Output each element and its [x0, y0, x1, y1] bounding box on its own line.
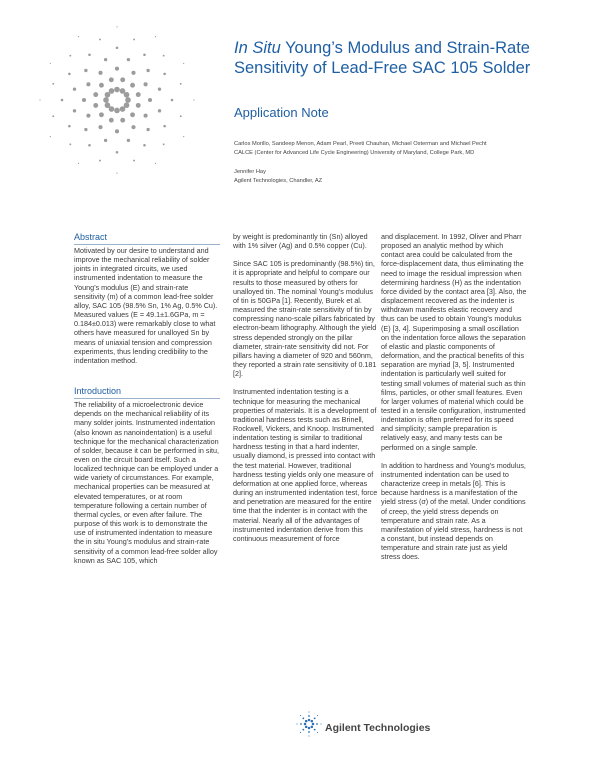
- paragraph: Instrumented indentation testing is a technique for measuring the mechanical properties of materials. It is a development of traditional hardness tests such as Brinell, Rockwell, Vickers, and Knoop. Instrumented indentation testing is similar to traditional hardness testing in that a hard indenter, usually diamond, is pressed into contact with the test material. However, traditional hardness testing yields only one measure of deformation at one applied force, whereas during an instrumented indentation test, force and penetration are measured for the entire time that the indenter is in contact with the material. Nearly all of the advantages of instrumented indentation derive from this continuous measurement of force: [233, 387, 378, 543]
- divider: [74, 398, 220, 399]
- authors: Carlos Morillo, Sandeep Menon, Adam Pearl, Preeti Chauhan, Michael Osterman and Michael Pecht: [234, 141, 487, 147]
- title-rest: Young’s Modulus and Strain-Rate Sensitivity of Lead-Free SAC 105 Solder: [234, 39, 531, 77]
- column-1: [74, 232, 220, 574]
- author2: Jennifer Hay: [234, 169, 266, 175]
- intro-heading: Introduction: [74, 386, 122, 397]
- doc-type: Application Note: [234, 105, 329, 120]
- agilent-logo-icon: [295, 710, 323, 738]
- divider: [74, 244, 220, 245]
- authors-block-2: [234, 168, 584, 185]
- abstract-heading: Abstract: [74, 232, 108, 242]
- brand-name: Agilent Technologies: [325, 722, 431, 734]
- affiliation: CALCE (Center for Advanced Life Cycle Engineering) University of Maryland, College Park, MD: [234, 149, 475, 156]
- page-title: [234, 38, 584, 78]
- title-italic: In Situ: [234, 39, 281, 57]
- paragraph: by weight is predominantly tin (Sn) alloyed with 1% silver (Ag) and 0.5% copper (Cu).: [233, 232, 368, 251]
- paragraph: and displacement. In 1992, Oliver and Pharr proposed an analytic method by which contact area could be calculated from the force-displacement data, thus eliminating the need to image the residual impression when determining hardness (H) as the indentation force divided by the contact area [3]. Also, the displacement recovered as the indenter is withdrawn manifests elastic recovery and thus can be used to obtain Young’s modulus (E) [3, 4]. Superimposing a small oscillation on the indentation force allows the separation of elastic and plastic components of deformation, and the practical benefits of this separation are myriad [3, 5]. Instrumented indentation is particularly well suited for testing small volumes of material such as thin films, particles, or other small features. Even for larger volumes of material which could be tested in a tensile configuration, instrumented indentation is often preferred for its speed and simplicity; sample preparation is relatively easy, and many tests can be performed on a single sample.: [381, 232, 527, 452]
- paragraph: In addition to hardness and Young’s modulus, instrumented indentation can be used to characterize creep in metals [6]. This is because hardness is a manifestation of the yield stress (σ) of the metal. Under conditions of creep, the yield stress depends on temperature and strain rate. As a manifestation of yield stress, hardness is not a constant, but instead depends on temperature and strain rate just as yield stress does.: [381, 460, 526, 562]
- column-2: [233, 232, 379, 552]
- paragraph: Since SAC 105 is predominantly (98.5%) tin, it is appropriate and helpful to compare our results to those measured by others for unalloyed tin. The nominal Young’s modulus of tin is 50GPa [1]. Recently, Burek et al. measured the strain-rate sensitivity of tin by compressing nano-scale pillars fabricated by electron-beam lithography. Although the yield stress depended strongly on the pillar diameter, strain-rate sensitivity did not. For pillars having a diameter of 920 and 560nm, they reported a strain rate sensitivity of 0.181 [2].: [233, 259, 377, 379]
- decorative-dot-pattern: [22, 20, 212, 180]
- authors-block: [234, 140, 584, 157]
- abstract-text: Motivated by our desire to understand and improve the mechanical reliability of solder joints in integrated circuits, we used instrumented indentation to measure the Young’s modulus (E) and strain-rate sensitivity (m) of a common lead-free solder alloy, SAC 105 (98.5% Sn, 1% Ag, 0.5% Cu). Measured values (E = 49.1±1.6GPa, m = 0.184±0.013) were remarkably close to what others have measured for unalloyed Sn by means of uniaxial tension and compression experiments, thus lending credibility to the indentation method.: [74, 246, 218, 365]
- intro-text: The reliability of a microelectronic device depends on the mechanical reliability of its many solder joints. Instrumented indentation (also known as nanoindentation) is a useful technique for the mechanical characterization of solder, because it can be performed in situ, even on the circuit board itself. Such a localized technique can be employed under a wide variety of circumstances. For example, mechanical properties can be measured at elevated temperatures, or at room temperature following a certain number of thermal cycles, or even after failure. The purpose of this work is to demonstrate the use of instrumented indentation to measure the in situ Young’s modulus and strain-rate sensitivity of a common lead-free solder alloy known as SAC 105, which: [74, 400, 220, 565]
- column-3: [381, 232, 527, 570]
- affiliation2: Agilent Technologies, Chandler, AZ: [234, 177, 323, 184]
